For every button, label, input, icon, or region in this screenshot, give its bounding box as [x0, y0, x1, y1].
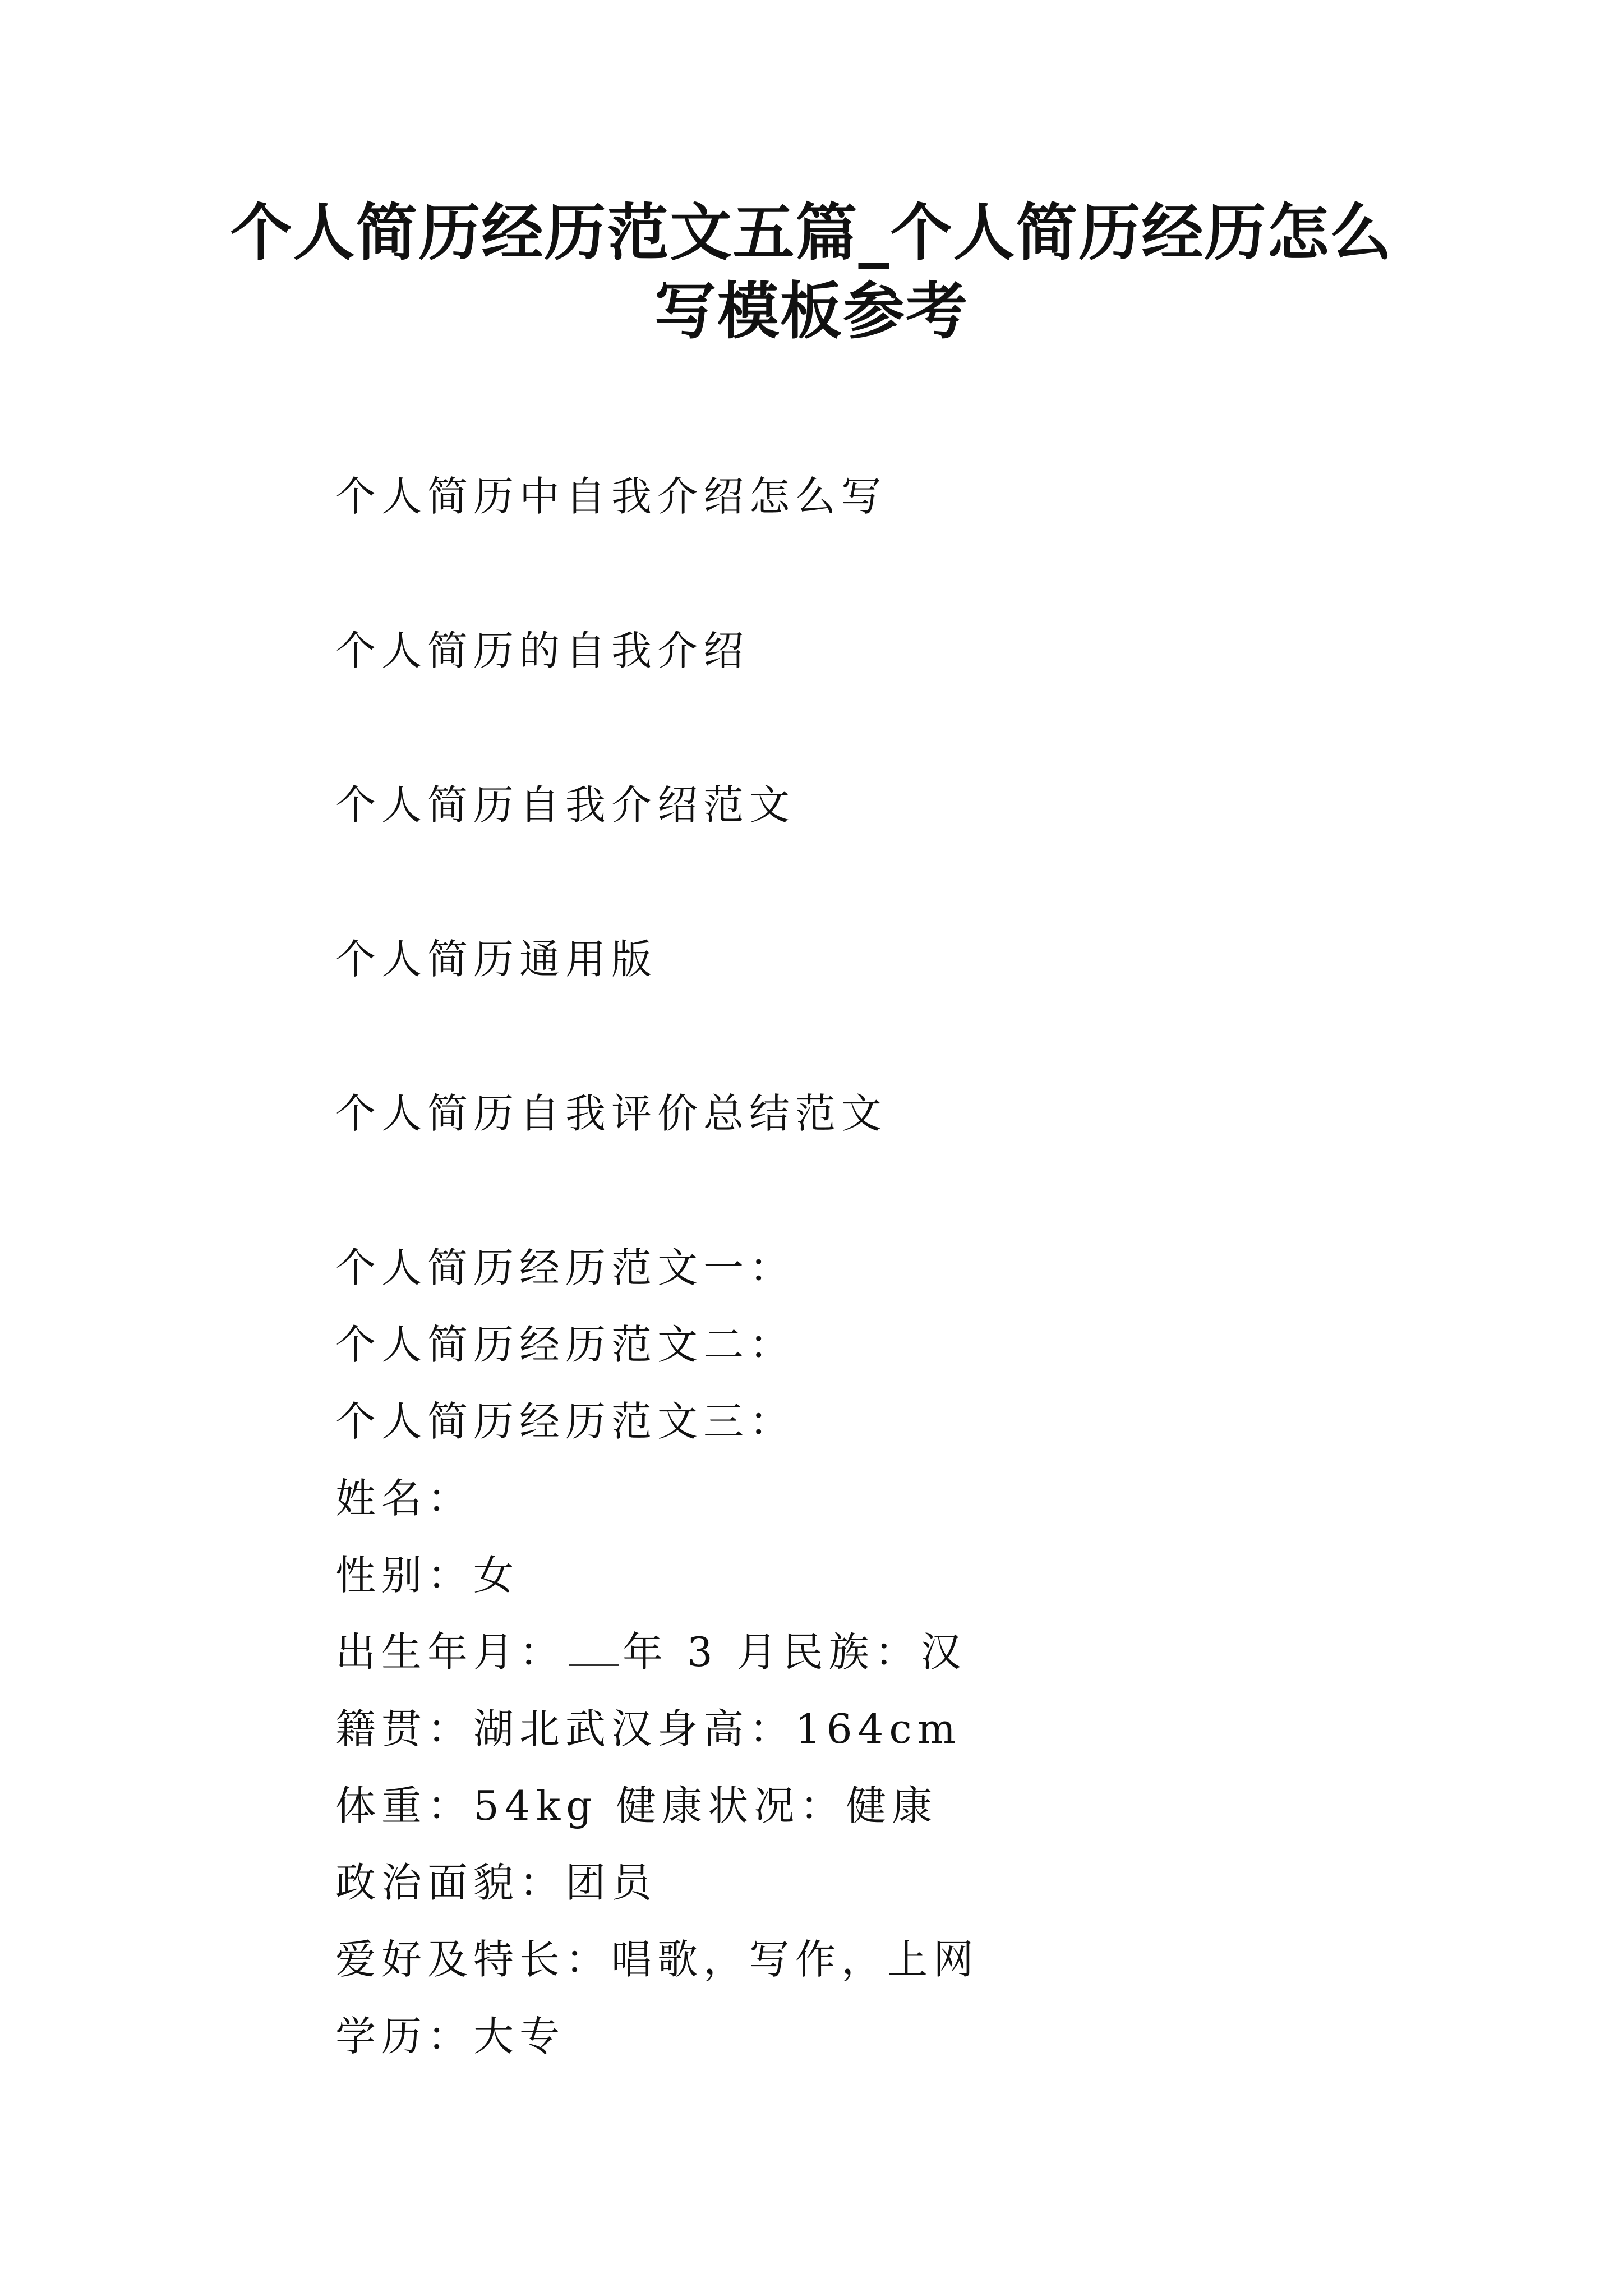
field-native: 籍贯：湖北武汉身高：164cm — [335, 1705, 962, 1752]
toc-item: 个人简历自我评价总结范文 — [335, 1090, 888, 1137]
toc-item: 个人简历中自我介绍怎么写 — [335, 473, 888, 520]
field-political: 政治面貌：团员 — [335, 1859, 658, 1906]
field-hobbies: 爱好及特长：唱歌，写作，上网 — [335, 1936, 980, 1983]
sample-heading: 个人简历经历范文一： — [335, 1244, 796, 1291]
field-birth-suffix: 年 3 月民族：汉 — [623, 1628, 967, 1676]
field-gender: 性别：女 — [335, 1552, 520, 1599]
toc-item: 个人简历自我介绍范文 — [335, 781, 796, 829]
sample-heading: 个人简历经历范文三： — [335, 1398, 796, 1445]
field-birth — [335, 1627, 967, 1677]
toc-item: 个人简历的自我介绍 — [335, 627, 750, 674]
field-weight: 体重：54kg 健康状况：健康 — [335, 1782, 938, 1829]
title-line-1: 个人简历经历范文五篇_个人简历经历怎么 — [230, 196, 1393, 269]
field-name: 姓名： — [335, 1475, 474, 1522]
document-title — [168, 194, 1455, 351]
title-line-2: 写模板参考 — [654, 275, 969, 347]
toc-item: 个人简历通用版 — [335, 936, 658, 983]
field-birth-prefix: 出生年月： — [335, 1628, 566, 1676]
blank-underline — [569, 1628, 619, 1666]
field-education: 学历：大专 — [335, 2013, 566, 2060]
sample-heading: 个人简历经历范文二： — [335, 1321, 796, 1368]
